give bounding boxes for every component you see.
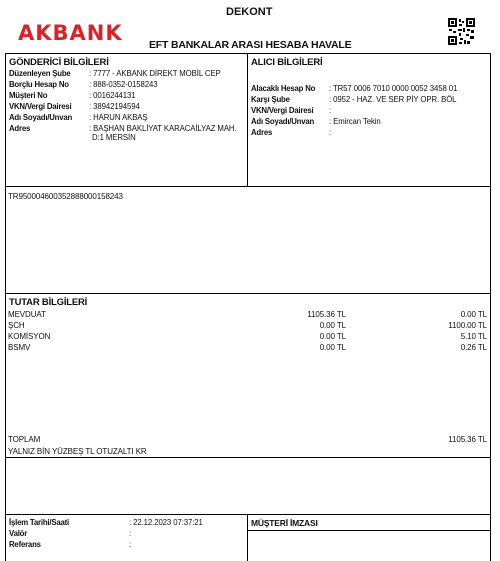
footer-label: Referans [9, 540, 41, 549]
amount-label: KOMİSYON [8, 332, 51, 341]
reference-code: TR950004600352888000158243 [8, 192, 123, 201]
amount-value-1: 1105.36 TL [307, 310, 346, 319]
receiver-value: : [329, 128, 332, 137]
sender-address-line2: D:1 MERSİN [92, 133, 136, 142]
sender-row [9, 102, 140, 112]
sender-value: : 38942194594 [89, 102, 140, 111]
sender-label: Borçlu Hesap No [9, 80, 69, 89]
amount-value-1: 0.00 TL [319, 343, 346, 352]
sender-value: : BAŞHAN BAKLİYAT KARACAİLYAZ MAH. [89, 124, 237, 133]
document-subtitle: EFT BANKALAR ARASI HESABA HAVALE [149, 39, 352, 51]
footer-row [9, 529, 131, 539]
sender-value: : HARUN AKBAŞ [89, 113, 148, 122]
footer-label: İşlem Tarihi/Saati [9, 518, 69, 527]
divider-top [5, 53, 491, 54]
amount-value-2: 0.00 TL [460, 310, 487, 319]
frame-right [490, 53, 491, 561]
frame-left [5, 53, 6, 561]
footer-value: : 22.12.2023 07:37:21 [129, 518, 203, 527]
sender-row [9, 91, 136, 101]
amount-value-2: 0.26 TL [460, 343, 487, 352]
sender-label: Adres [9, 124, 31, 133]
divider-blank-box [5, 514, 491, 515]
receiver-row [251, 106, 331, 116]
footer-row [9, 540, 131, 550]
receiver-row [251, 128, 331, 138]
receiver-row [251, 117, 381, 127]
amount-label: MEVDUAT [8, 310, 46, 319]
amounts-heading: TUTAR BİLGİLERİ [9, 297, 88, 308]
sender-row [9, 69, 221, 79]
qr-code-icon [448, 18, 475, 45]
divider-signature-underline [247, 530, 490, 531]
receiver-value: : Emircan Tekin [329, 117, 381, 126]
total-value: 1105.36 TL [448, 435, 487, 444]
divider-footer-mid [247, 514, 248, 561]
divider-total-text [5, 457, 491, 458]
receiver-label: Adı Soyadı/Unvan [251, 117, 315, 126]
receiver-heading: ALICI BİLGİLERİ [251, 57, 323, 68]
footer-row [9, 518, 203, 528]
divider-reference-bottom [5, 293, 491, 294]
sender-heading: GÖNDERİCİ BİLGİLERİ [9, 57, 109, 68]
sender-row [9, 113, 148, 123]
receiver-label: Karşı Şube [251, 95, 290, 104]
total-label: TOPLAM [8, 435, 41, 444]
sender-label: VKN/Vergi Dairesi [9, 102, 72, 111]
receiver-value: : 0952 - HAZ. VE SER PİY OPR. BÖL [329, 95, 457, 104]
sender-value: : 888-0352-0158243 [89, 80, 158, 89]
receiver-value: : [329, 106, 332, 115]
sender-label: Adı Soyadı/Unvan [9, 113, 73, 122]
footer-value: : [129, 529, 132, 538]
receiver-label: Adres [251, 128, 273, 137]
divider-info-bottom [5, 186, 491, 187]
receiver-label: VKN/Vergi Dairesi [251, 106, 314, 115]
sender-value: : 7777 - AKBANK DİREKT MOBİL CEP [89, 69, 221, 78]
amount-label: BSMV [8, 343, 31, 352]
document-title: DEKONT [226, 6, 273, 18]
amount-value-1: 0.00 TL [319, 321, 346, 330]
receiver-value: : TR57 0006 7010 0000 0052 3458 01 [329, 84, 458, 93]
amount-label: ŞCH [8, 321, 25, 330]
sender-row [9, 80, 157, 90]
sender-label: Müşteri No [9, 91, 48, 100]
total-in-words: YALNIZ BİN YÜZBEŞ TL OTUZALTI KR [8, 447, 147, 456]
receiver-label: Alacaklı Hesap No [251, 84, 316, 93]
amount-value-1: 0.00 TL [319, 332, 346, 341]
sender-value: : 0016244131 [89, 91, 136, 100]
receiver-row [251, 95, 456, 105]
akbank-logo: AKBANK [18, 21, 123, 45]
footer-value: : [129, 540, 132, 549]
amount-value-2: 1100.00 TL [448, 321, 487, 330]
sender-label: Düzenleyen Şube [9, 69, 71, 78]
receiver-row [251, 84, 457, 94]
signature-heading: MÜŞTERİ İMZASI [251, 518, 318, 528]
divider-info-mid [247, 53, 248, 187]
amount-value-2: 5.10 TL [460, 332, 487, 341]
footer-label: Valör [9, 529, 28, 538]
